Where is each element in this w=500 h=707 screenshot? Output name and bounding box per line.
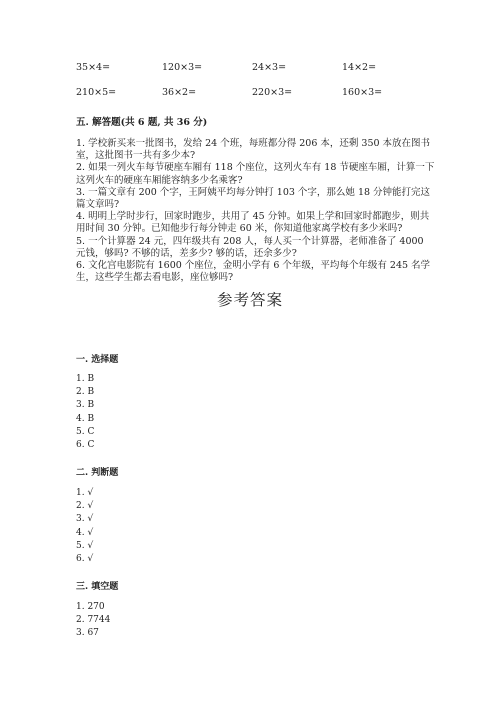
calc-item: 160×3= bbox=[342, 87, 383, 98]
calc-item: 35×4= bbox=[76, 62, 111, 73]
answer-item: 5. √ bbox=[76, 540, 94, 551]
calc-item: 220×3= bbox=[252, 87, 293, 98]
question-item: 5. 一个计算器 24 元，四年级共有 208 人，每人买一个计算器，老师准备了 4000 元钱，够吗? 不够的话，差多少? 够的话，还余多少? bbox=[76, 235, 424, 259]
calc-item: 120×3= bbox=[162, 62, 203, 73]
answer-item: 2. B bbox=[76, 387, 95, 398]
answer-item: 3. 67 bbox=[76, 628, 99, 639]
question-item: 6. 文化宫电影院有 1600 个座位，金明小学有 6 个年级，平均每个年级有 245 名学生，这些学生都去看电影，座位够吗? bbox=[76, 260, 431, 284]
calc-row-2 bbox=[76, 87, 436, 101]
answer-item: 6. C bbox=[76, 440, 95, 451]
answer-key-title: 参考答案 bbox=[216, 291, 283, 309]
answer-list bbox=[76, 601, 110, 641]
question-item: 2. 如果一列火车每节硬座车厢有 118 个座位，这列火车有 18 节硬座车厢，计算一下这列火车的硬座车厢能容纳多少名乘客? bbox=[76, 162, 435, 186]
answer-section-heading: 一. 选择题 bbox=[76, 355, 119, 365]
answer-list bbox=[76, 487, 93, 566]
question-list bbox=[76, 138, 436, 284]
answer-item: 3. B bbox=[76, 400, 95, 411]
answer-section-heading: 三. 填空题 bbox=[76, 582, 119, 592]
answer-item: 1. 270 bbox=[76, 602, 105, 612]
answer-item: 5. C bbox=[76, 426, 95, 437]
question-item: 1. 学校新买来一批图书，发给 24 个班，每班都分得 206 本，还剩 350 本放在图书室，这批图书一共有多少本? bbox=[76, 138, 431, 162]
answer-section-heading: 二. 判断题 bbox=[76, 468, 119, 478]
question-item: 4. 明明上学时步行，回家时跑步，共用了 45 分钟。如果上学和回家时都跑步，则共用时间 30 分钟。已知他步行每分钟走 60 米，你知道他家离学校有多少米吗? bbox=[76, 211, 430, 235]
calc-item: 210×5= bbox=[76, 87, 117, 98]
calc-item: 24×3= bbox=[252, 62, 287, 73]
calc-item: 14×2= bbox=[342, 62, 377, 73]
answer-item: 1. √ bbox=[76, 488, 94, 498]
answer-item: 1. B bbox=[76, 374, 95, 384]
answer-item: 2. √ bbox=[76, 501, 94, 512]
answer-list bbox=[76, 373, 94, 452]
answer-item: 2. 7744 bbox=[76, 615, 111, 626]
calc-row-1 bbox=[76, 62, 436, 76]
answer-item: 4. √ bbox=[76, 527, 94, 538]
answer-item: 4. B bbox=[76, 413, 95, 424]
answer-item: 3. √ bbox=[76, 514, 94, 525]
answer-item: 6. √ bbox=[76, 554, 94, 565]
question-item: 3. 一篇文章有 200 个字，王阿姨平均每分钟打 103 个字，那么她 18 分钟能打完这篇文章吗? bbox=[76, 186, 431, 211]
section-title: 五. 解答题(共 6 题, 共 36 分) bbox=[76, 117, 208, 128]
calc-item: 36×2= bbox=[162, 87, 197, 98]
